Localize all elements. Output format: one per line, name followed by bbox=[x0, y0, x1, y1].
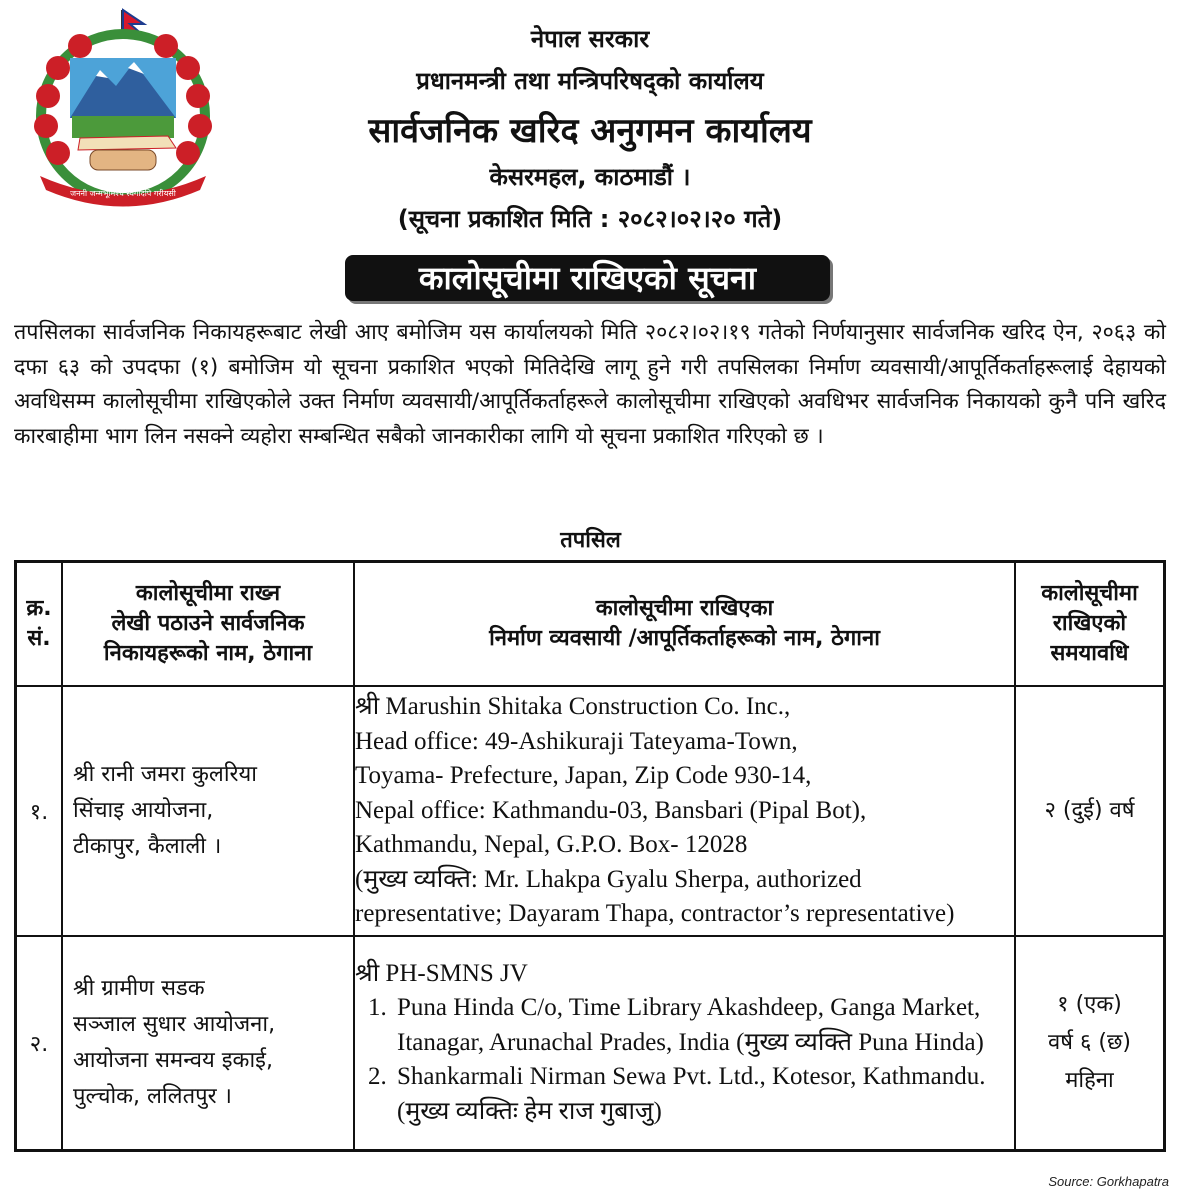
mountain-icon bbox=[70, 58, 176, 118]
header-line: लेखी पठाउने सार्वजनिक bbox=[111, 611, 305, 636]
contractor-line: Head office: 49-Ashikuraji Tateyama-Town, bbox=[355, 727, 798, 755]
header-line: निकायहरूको नाम, ठेगाना bbox=[103, 641, 313, 666]
col-header-period bbox=[1015, 562, 1164, 686]
entity-line: आयोजना समन्वय इकाई, bbox=[73, 1048, 273, 1073]
entity-line: सञ्जाल सुधार आयोजना, bbox=[73, 1012, 276, 1037]
row-contractor bbox=[354, 686, 1015, 936]
emblem-motto: जननी जन्मभूमिश्च स्वर्गादपि गरीयसी bbox=[70, 189, 176, 198]
entity-line: पुल्चोक, ललितपुर । bbox=[73, 1084, 232, 1109]
contractor-line: Kathmandu, Nepal, G.P.O. Box- 12028 bbox=[355, 831, 748, 859]
gov-name: नेपाल सरकार bbox=[530, 25, 650, 53]
table-row bbox=[16, 936, 1164, 1150]
contractor-head: श्री PH-SMNS JV bbox=[355, 959, 528, 987]
row-sn: २. bbox=[16, 936, 62, 1150]
contractor-line: representative; Dayaram Thapa, contractor’s representative) bbox=[355, 900, 955, 928]
col-header-contractor bbox=[354, 562, 1015, 686]
list-item: 2. Shankarmali Nirman Sewa Pvt. Ltd., Kotesor, Kathmandu. (मुख्य व्यक्तिः हेम राज गुबाजु) bbox=[393, 1060, 1014, 1129]
list-item: 1. Puna Hinda C/o, Time Library Akashdeep, Ganga Market, Itanagar, Arunachal Prades, India (मुख्य व्यक्ति Puna Hinda) bbox=[393, 991, 1014, 1060]
table-row bbox=[16, 686, 1164, 936]
entity-line: सिंचाइ आयोजना, bbox=[73, 798, 214, 823]
header-line: समयावधि bbox=[1050, 641, 1129, 666]
contractor-line: श्री Marushin Shitaka Construction Co. Inc., bbox=[355, 693, 791, 721]
row-contractor bbox=[354, 936, 1015, 1150]
period-line: २ (दुई) वर्ष bbox=[1044, 798, 1135, 823]
source-credit: Source: Gorkhapatra bbox=[1048, 1174, 1169, 1189]
header-line: सं. bbox=[27, 626, 51, 651]
contractor-list bbox=[355, 991, 1014, 1129]
contractor-line: (मुख्य व्यक्ति: Mr. Lhakpa Gyalu Sherpa, authorized bbox=[355, 865, 862, 893]
green-hills-icon bbox=[72, 116, 174, 138]
entity-line: श्री ग्रामीण सडक bbox=[73, 976, 205, 1001]
row-period bbox=[1015, 686, 1164, 936]
office-name: सार्वजनिक खरिद अनुगमन कार्यालय bbox=[368, 111, 812, 151]
row-period bbox=[1015, 936, 1164, 1150]
ministry-name: प्रधानमन्त्री तथा मन्त्रिपरिषद्को कार्यालय bbox=[416, 67, 764, 95]
period-line: महिना bbox=[1065, 1068, 1114, 1093]
header-line: कालोसूचीमा राख्न bbox=[135, 581, 281, 606]
col-header-entity bbox=[62, 562, 354, 686]
row-entity bbox=[62, 686, 354, 936]
header-line: क्र. bbox=[26, 596, 52, 621]
header-line: निर्माण व्यवसायी /आपूर्तिकर्ताहरूको नाम, ठेगाना bbox=[489, 626, 880, 651]
contractor-line: Toyama- Prefecture, Japan, Zip Code 930-14, bbox=[355, 762, 812, 790]
row-entity bbox=[62, 936, 354, 1150]
notice-body: तपसिलका सार्वजनिक निकायहरूबाट लेखी आए बमोजिम यस कार्यालयको मिति २०८२।०२।१९ गतेको निर्णयानुसार सार्वजनिक खरिद ऐन, २०६३ को दफा ६३ को उपदफा (१) बमोजिम यो सूचना प्रकाशित भएको मितिदेखि लागू हुने गरी तपसिलका निर्माण व्यवसायी/आपूर्तिकर्ताहरूलाई देहायको अवधिसम्म कालोसूचीमा राखिएकोले उक्त निर्माण व्यवसायी/आपूर्तिकर्ताहरूले कालोसूचीमा राखिएको अवधिभर सार्वजनिक निकायको कुनै पनि खरिद कारबाहीमा भाग लिन नसक्ने व्यहोरा सम्बन्धित सबैको जानकारीका लागि यो सूचना प्रकाशित गरिएको छ । bbox=[14, 320, 1166, 449]
blacklist-table bbox=[14, 560, 1166, 1152]
header-line: राखिएको bbox=[1052, 611, 1127, 636]
office-address: केसरमहल, काठमाडौं । bbox=[489, 163, 691, 191]
table-header-row bbox=[16, 562, 1164, 686]
publish-date: (सूचना प्रकाशित मिति : २०८२।०२।२० गते) bbox=[397, 205, 783, 233]
entity-line: टीकापुर, कैलाली । bbox=[73, 834, 222, 859]
header-line: कालोसूचीमा राखिएका bbox=[595, 596, 774, 621]
period-line: वर्ष ६ (छ) bbox=[1048, 1030, 1131, 1055]
period-line: १ (एक) bbox=[1057, 992, 1122, 1017]
handshake-icon bbox=[90, 150, 156, 170]
tapasil-heading: तपसिल bbox=[560, 528, 621, 553]
nepal-emblem bbox=[18, 8, 228, 208]
row-sn: १. bbox=[16, 686, 62, 936]
header-line: कालोसूचीमा bbox=[1041, 581, 1138, 606]
entity-line: श्री रानी जमरा कुलरिया bbox=[73, 762, 257, 787]
nepal-map-icon bbox=[78, 136, 176, 150]
contractor-line: Nepal office: Kathmandu-03, Bansbari (Pipal Bot), bbox=[355, 796, 867, 824]
notice-title: कालोसूचीमा राखिएको सूचना bbox=[345, 255, 830, 301]
col-header-sn bbox=[16, 562, 62, 686]
